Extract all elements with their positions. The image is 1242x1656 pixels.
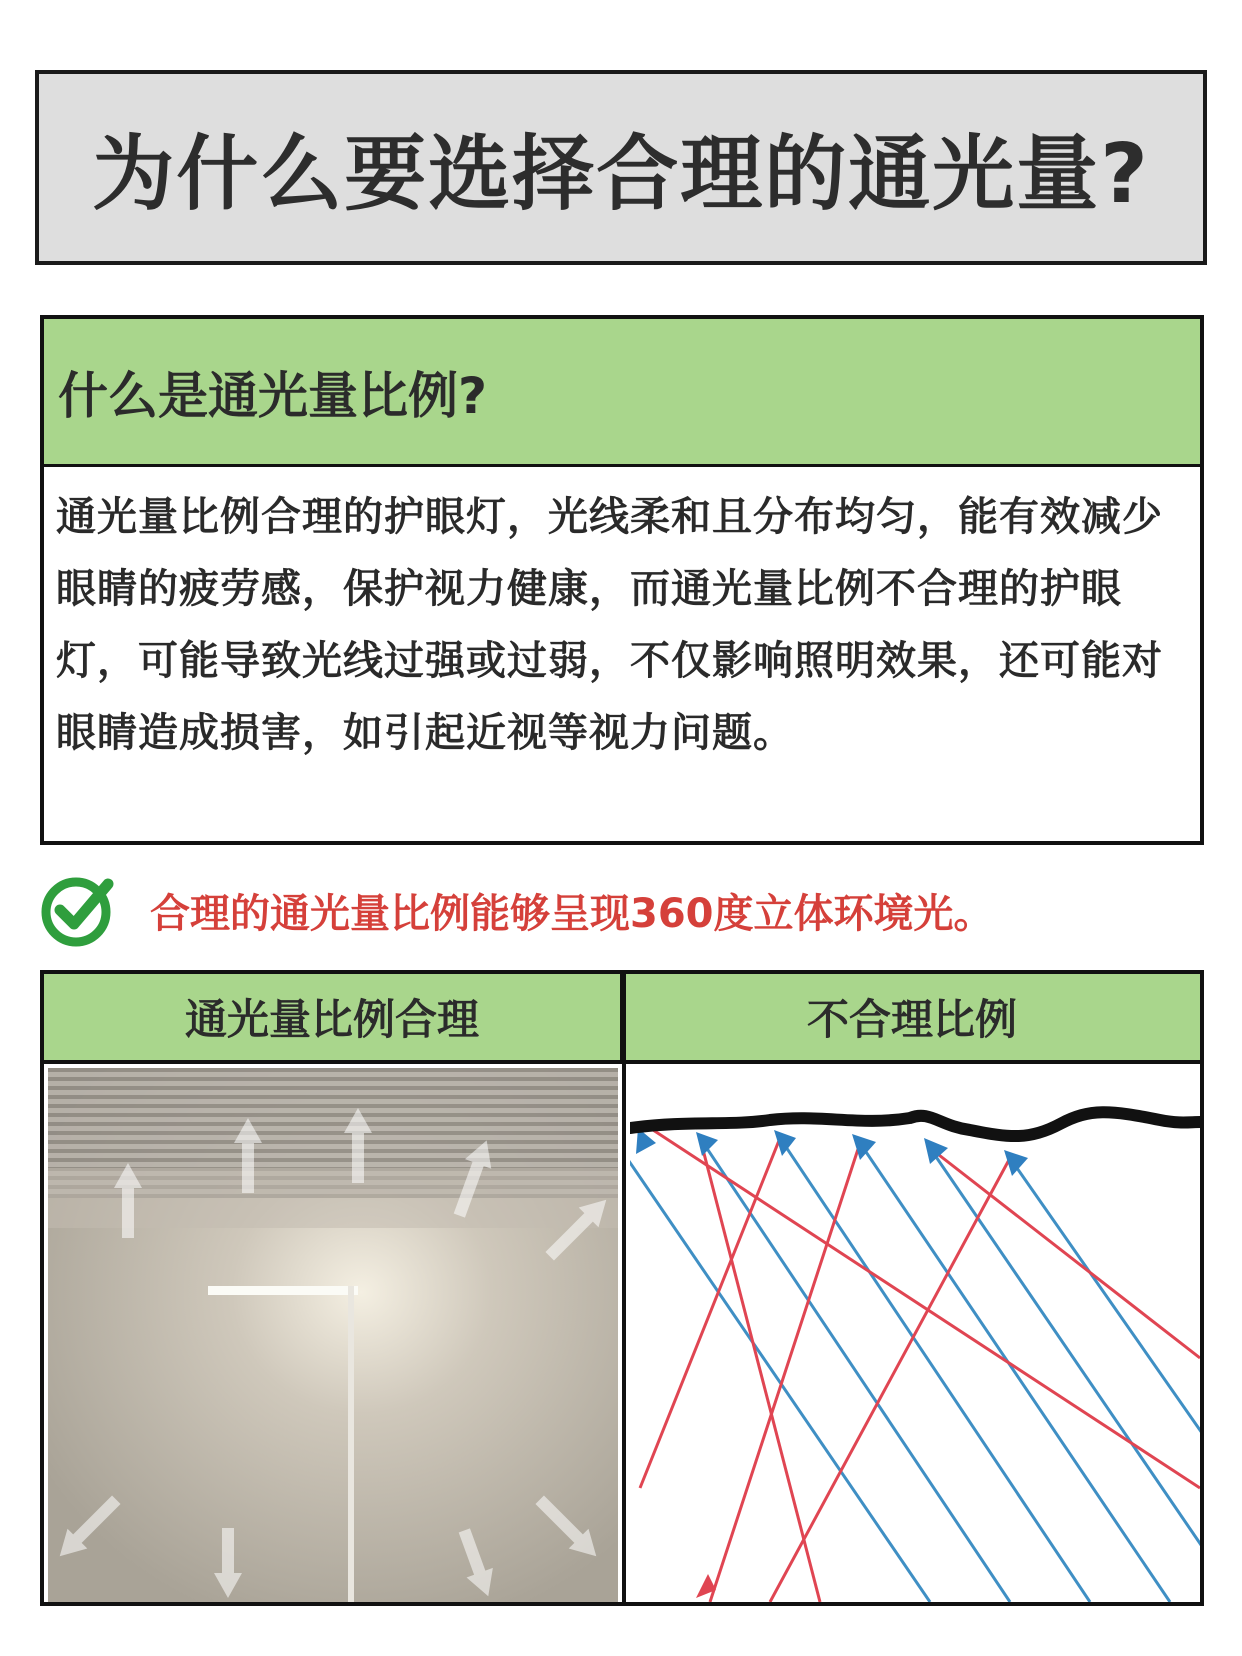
definition-heading: 什么是通光量比例? [58, 366, 488, 425]
unreasonable-ratio-header: 不合理比例 [624, 974, 1200, 1060]
definition-header [44, 319, 1200, 467]
comparison-table [40, 970, 1204, 1606]
column-divider [622, 974, 626, 1602]
definition-card [40, 315, 1204, 845]
title-banner [35, 70, 1207, 265]
highlight-row [38, 870, 1208, 950]
check-circle-icon [38, 870, 118, 950]
ambient-light-room-image [48, 1068, 618, 1602]
reasonable-ratio-header: 通光量比例合理 [44, 974, 624, 1060]
highlight-text: 合理的通光量比例能够呈现360度立体环境光。 [150, 890, 994, 937]
uneven-reflection-diagram [630, 1068, 1200, 1602]
definition-text: 通光量比例合理的护眼灯，光线柔和且分布均匀，能有效减少眼睛的疲劳感，保护视力健康，而通光量比例不合理的护眼灯，可能导致光线过强或过弱，不仅影响照明效果，还可能对眼睛造成损害，如引起近视等视力问题。 [56, 494, 1163, 756]
page-title: 为什么要选择合理的通光量? [92, 127, 1150, 222]
